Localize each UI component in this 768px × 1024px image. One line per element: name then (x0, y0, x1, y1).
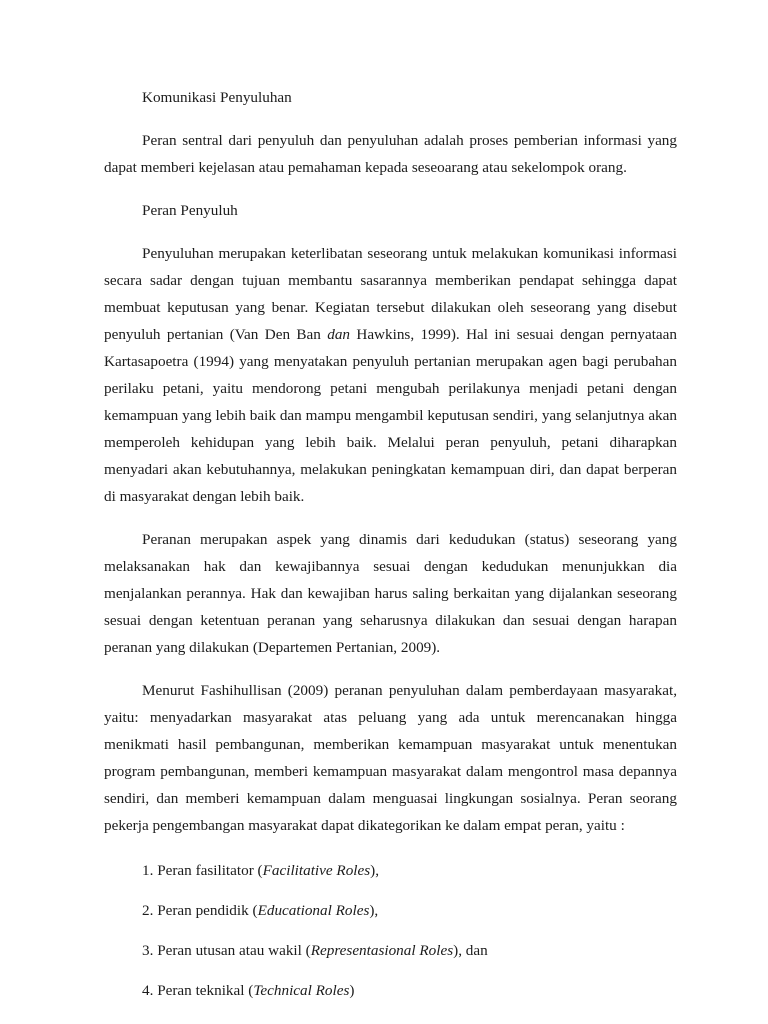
list-item-italic-term: Educational Roles (257, 902, 370, 919)
paragraph-menurut-fashihullisan: Menurut Fashihullisan (2009) peranan penyuluhan dalam pemberdayaan masyarakat, yaitu: menyadarkan masyarakat atas peluang yang ada untuk merencanakan hingga menikmati hasil pembangunan, memberikan kemampuan masyarakat untuk menentukan program pembangunan, memberi kemampuan masyarakat dalam mengontrol masa depannya sendiri, dan memberi kemampuan dalam menguasai lingkungan sosialnya. Peran seorang pekerja pengembangan masyarakat dapat dikategorikan ke dalam empat peran, yaitu : (104, 682, 677, 834)
list-item-label: Peran teknikal ( (157, 982, 254, 999)
paragraph-intro: Peran sentral dari penyuluh dan penyuluhan adalah proses pemberian informasi yang dapat memberi kejelasan atau pemahaman kepada seseoarang atau sekelompok orang. (104, 132, 677, 176)
paragraph-penyuluhan-italic-dan: dan (327, 326, 350, 343)
list-item-number: 1. (142, 862, 154, 879)
list-item-label: Peran pendidik ( (157, 902, 258, 919)
list-item-number: 2. (142, 902, 154, 919)
list-item (142, 977, 677, 1004)
list-item-number: 4. (142, 982, 154, 999)
list-item-suffix: ), (369, 902, 379, 919)
paragraph-penyuluhan-part2: Hawkins, 1999). Hal ini sesuai dengan pernyataan Kartasapoetra (1994) yang menyatakan penyuluh pertanian merupakan agen bagi perubahan perilaku petani, yaitu mendorong petani mengubah perilakunya menjadi petani dengan kemampuan yang lebih baik dan mampu mengambil keputusan sendiri, yang selanjutnya akan memperoleh kehidupan yang lebih baik. Melalui peran penyuluh, petani diharapkan menyadari akan kebutuhannya, melakukan peningkatan kemampuan diri, dan dapat berperan di masyarakat dengan lebih baik. (104, 326, 678, 505)
paragraph-penyuluhan (104, 240, 677, 510)
section-heading-peran-penyuluh: Peran Penyuluh (142, 202, 238, 219)
list-item-italic-term: Representasional Roles (310, 942, 454, 959)
document-body (104, 84, 677, 1004)
list-item-number: 3. (142, 942, 154, 959)
list-item-suffix: ), (370, 862, 380, 879)
list-item (142, 897, 677, 924)
paragraph-penyuluhan-part1: Penyuluhan merupakan keterlibatan seseorang untuk melakukan komunikasi informasi secara sadar dengan tujuan membantu sasarannya memberikan pendapat sehingga dapat membuat keputusan yang benar. Kegiatan tersebut dilakukan oleh seseorang yang disebut penyuluh pertanian (Van Den Ban (104, 245, 677, 343)
list-item-label: Peran utusan atau wakil ( (157, 942, 311, 959)
paragraph-peranan: Peranan merupakan aspek yang dinamis dari kedudukan (status) seseorang yang melaksanakan hak dan kewajibannya sesuai dengan kedudukan menunjukkan dia menjalankan perannya. Hak dan kewajiban harus saling berkaitan yang dijalankan seseorang sesuai dengan ketentuan peranan yang seharusnya dilakukan dan sesuai dengan harapan peranan yang dilakukan (Departemen Pertanian, 2009). (104, 531, 677, 656)
list-item (142, 857, 677, 884)
list-item-suffix: ), dan (453, 942, 488, 959)
list-item-label: Peran fasilitator ( (157, 862, 263, 879)
list-item (142, 937, 677, 964)
section-heading-komunikasi-penyuluhan: Komunikasi Penyuluhan (142, 89, 292, 106)
list-item-italic-term: Facilitative Roles (262, 862, 371, 879)
list-item-suffix: ) (349, 982, 355, 999)
numbered-role-list (104, 857, 677, 1004)
list-item-italic-term: Technical Roles (253, 982, 350, 999)
